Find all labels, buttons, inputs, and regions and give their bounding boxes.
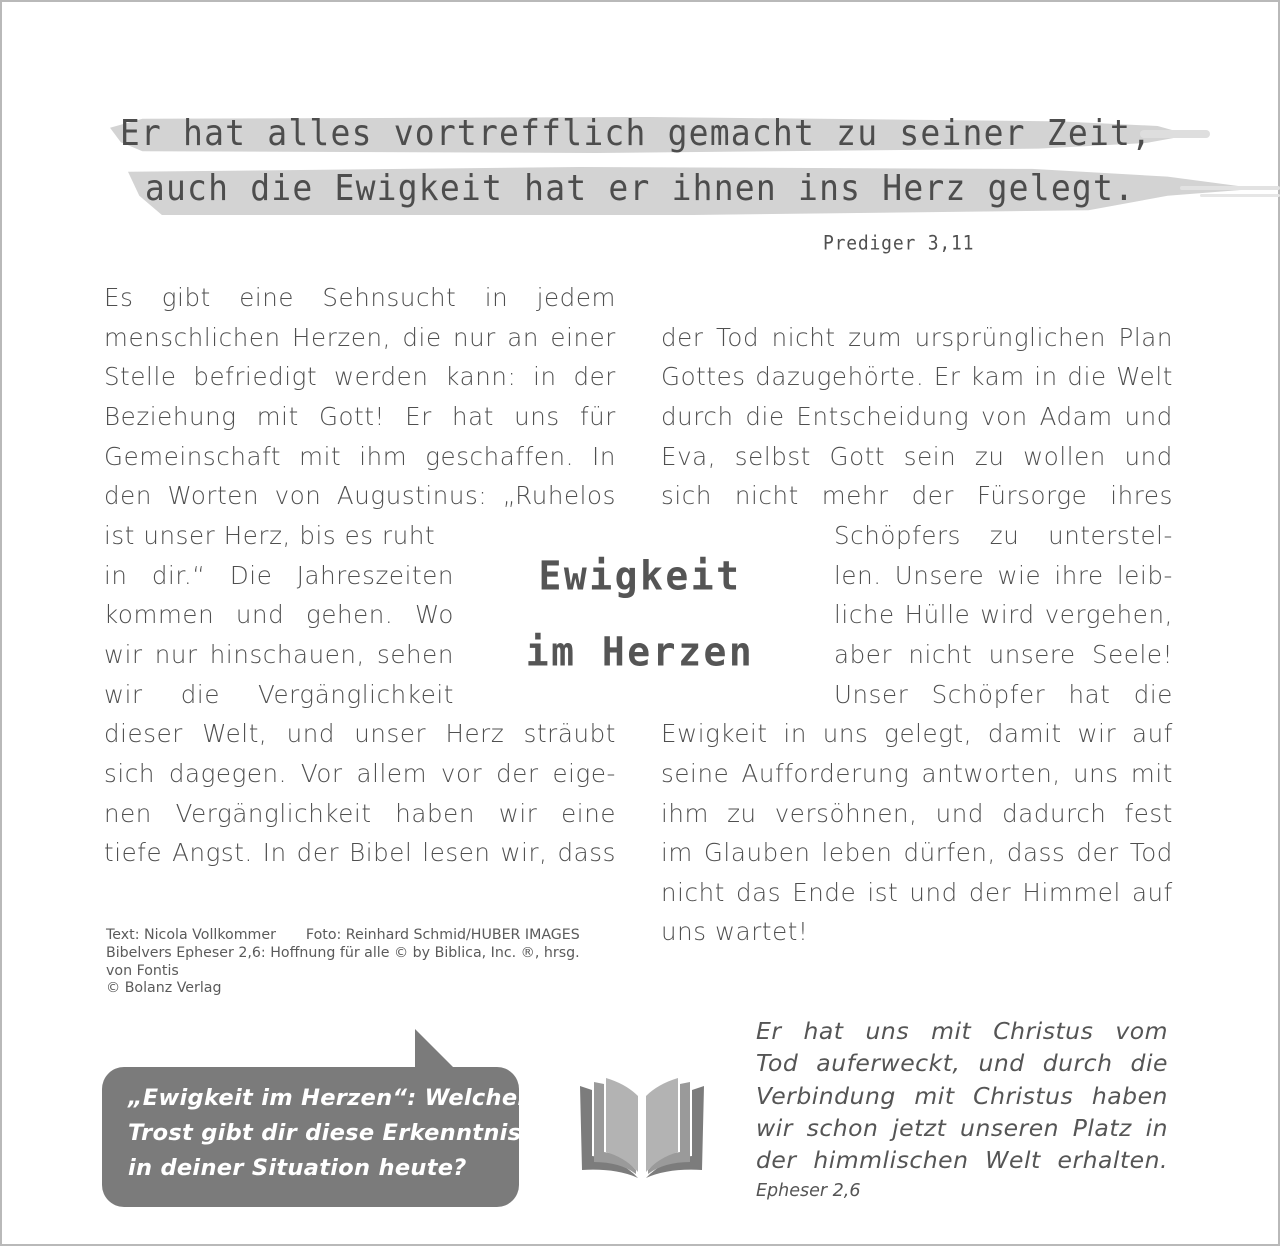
left-line: tiefe Angst. In der Bibel lesen wir, dass — [104, 838, 616, 867]
left-line: den Worten von Augustinus: „Ruhelos — [104, 481, 616, 510]
bottom-verse-line-1: Er hat uns mit Christus vom — [756, 1017, 1168, 1045]
right-line: im Glauben leben dürfen, dass der Tod — [661, 838, 1173, 867]
credit-bible-line-2: von Fontis — [106, 962, 179, 979]
question-line-2: Trost gibt dir diese Erkenntnis — [128, 1120, 522, 1146]
bottom-verse-line-5: der himmlischen Welt erhalten. — [756, 1146, 1168, 1175]
right-line: Unser Schöpfer hat die — [834, 680, 1173, 709]
right-line: durch die Entscheidung von Adam und — [661, 402, 1173, 431]
article-title-line-1: Ewigkeit — [538, 552, 742, 600]
right-line: Eva, selbst Gott sein zu wollen und — [661, 442, 1173, 471]
credit-publisher: © Bolanz Verlag — [106, 980, 222, 997]
bottom-verse-line-4: wir schon jetzt unseren Platz in — [756, 1113, 1168, 1142]
bottom-verse-line-2: Tod auferweckt, und durch die — [756, 1049, 1168, 1078]
left-line: wir nur hinschauen, sehen — [104, 640, 454, 669]
right-line: uns wartet! — [661, 917, 809, 946]
right-line: Gottes dazugehörte. Er kam in die Welt — [661, 362, 1173, 391]
credits — [106, 927, 626, 998]
header-verse-reference: Prediger 3,11 — [823, 231, 975, 256]
left-line: Stelle befriedigt werden kann: in der — [104, 362, 616, 391]
left-line: in dir.“ Die Jahreszeiten — [104, 561, 454, 590]
bottom-verse-line-3: Verbindung mit Christus haben — [756, 1081, 1168, 1110]
left-line: dieser Welt, und unser Herz sträubt — [104, 719, 616, 748]
right-line: nicht das Ende ist und der Himmel auf — [661, 878, 1173, 907]
speech-bubble-tail — [415, 1029, 455, 1069]
question-text — [128, 1081, 534, 1186]
right-line: seine Aufforderung antworten, uns mit — [661, 759, 1173, 788]
credit-photo: Foto: Reinhard Schmid/HUBER IMAGES — [305, 927, 580, 943]
left-line: nen Vergänglichkeit haben wir eine — [104, 799, 616, 828]
left-line: sich dagegen. Vor allem vor der eige- — [104, 759, 616, 788]
header-verse-line-1: Er hat alles vortrefflich gemacht zu seiner Zeit, — [119, 111, 1153, 154]
right-line: ihm zu versöhnen, und dadurch fest — [661, 799, 1173, 828]
open-book-icon — [576, 1078, 708, 1178]
bottom-verse — [756, 1015, 1168, 1176]
left-line: menschlichen Herzen, die nur an einer — [104, 323, 616, 352]
right-line: liche Hülle wird vergehen, — [834, 600, 1173, 629]
right-line: Ewigkeit in uns gelegt, damit wir auf — [661, 719, 1173, 748]
credit-bible-line-1: Bibelvers Epheser 2,6: Hoffnung für alle © by Biblica, Inc. ®, hrsg. — [106, 944, 580, 961]
article-title-line-2: im Herzen — [525, 628, 755, 676]
right-line: der Tod nicht zum ursprünglichen Plan — [661, 323, 1173, 352]
bottom-verse-reference: Epheser 2,6 — [756, 1181, 861, 1201]
left-line: Gemeinschaft mit ihm geschaffen. In — [104, 442, 616, 471]
left-line: kommen und gehen. Wo — [104, 600, 454, 629]
right-line: aber nicht unsere Seele! — [834, 640, 1173, 669]
question-line-3: in deiner Situation heute? — [128, 1155, 467, 1181]
credit-text-author: Text: Nicola Vollkommer — [106, 927, 276, 943]
left-line: Beziehung mit Gott! Er hat uns für — [104, 402, 616, 431]
right-line: Schöpfers zu unterstel- — [834, 521, 1173, 550]
right-line: len. Unsere wie ihre leib- — [834, 561, 1173, 590]
left-line: ist unser Herz, bis es ruht — [104, 521, 436, 550]
left-line: wir die Vergänglichkeit — [104, 680, 454, 709]
header-verse-line-2: auch die Ewigkeit hat er ihnen ins Herz gelegt. — [144, 166, 1136, 209]
left-line: Es gibt eine Sehnsucht in jedem — [104, 283, 616, 312]
question-line-1: „Ewigkeit im Herzen“: Welchen — [128, 1085, 534, 1111]
right-line: sich nicht mehr der Fürsorge ihres — [661, 481, 1173, 510]
